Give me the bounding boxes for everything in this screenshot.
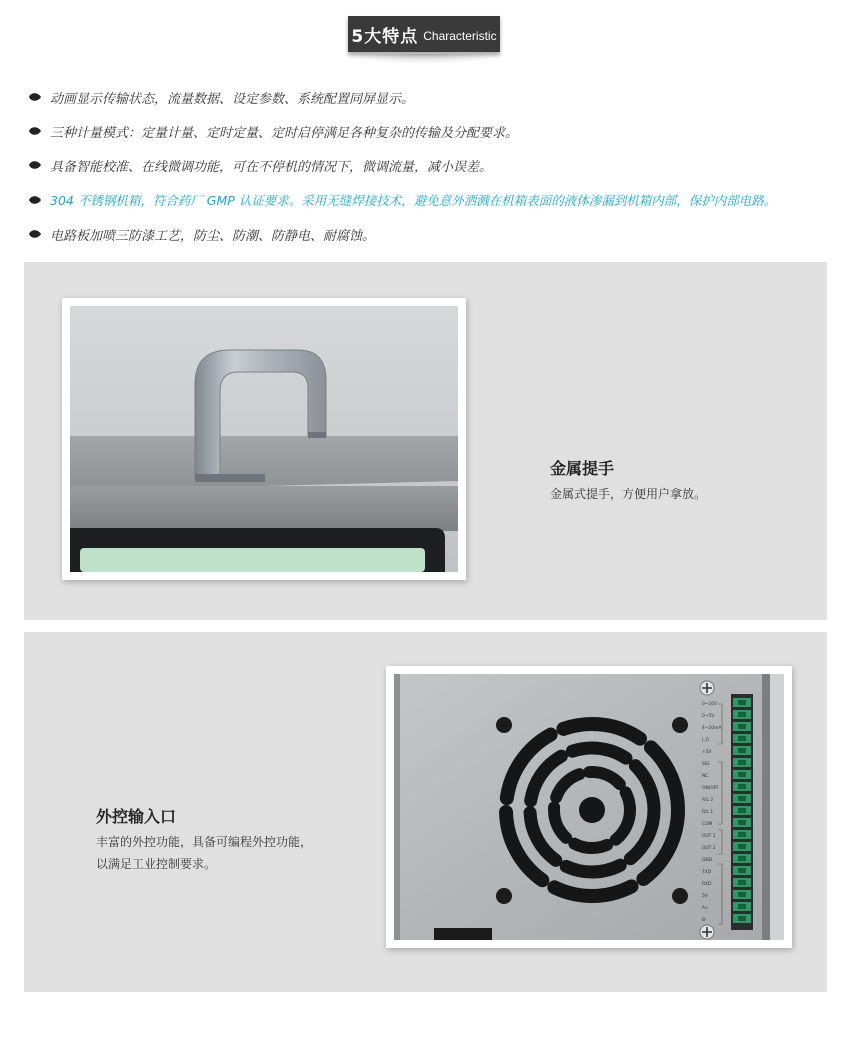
terminal-screw — [738, 832, 746, 837]
feature-text: 具备智能校准、在线微调功能，可在不停机的情况下，微调流量，减小误差。 — [50, 159, 493, 175]
external-control-desc-line1: 丰富的外控功能，具备可编程外控功能， — [96, 835, 313, 849]
terminal-screw — [738, 880, 746, 885]
terminal-screw — [738, 820, 746, 825]
terminal-screw — [738, 808, 746, 813]
feature-text: 304 不锈钢机箱，符合药厂 GMP 认证要求。采用无缝焊接技术，避免意外洒溅在机箱表面的液体渗漏到机箱内部，保护内部电路。 — [50, 193, 777, 208]
external-control-desc-line2: 以满足工业控制要求。 — [96, 857, 217, 871]
rear-panel-photo-frame — [386, 666, 792, 948]
terminal-label: TXD — [702, 870, 712, 875]
feature-item — [28, 120, 518, 142]
terminal-label: B- — [702, 918, 707, 923]
leaf-bullet-icon — [28, 229, 42, 239]
feature-text: 电路板加喷三防漆工艺，防尘、防潮、防静电、耐腐蚀。 — [50, 228, 376, 244]
terminal-screw — [738, 916, 746, 921]
terminal-screw — [738, 856, 746, 861]
rear-panel-image — [394, 674, 784, 940]
terminal-label: 0~10V — [702, 702, 718, 707]
terminal-screw — [738, 772, 746, 777]
terminal-label: ON/OFF — [702, 786, 719, 791]
handle-panel — [24, 262, 827, 620]
metal-handle-image — [70, 306, 458, 572]
feature-item — [28, 86, 414, 108]
terminal-label: SIG — [702, 762, 710, 767]
terminal-label: I_O — [702, 738, 709, 743]
feature-item — [28, 154, 492, 176]
terminal-screw — [738, 892, 746, 897]
external-control-panel — [24, 632, 827, 992]
cross-screw-top — [700, 681, 714, 695]
terminal-label: R/L 2 — [702, 798, 714, 803]
feature-item-highlight — [28, 189, 776, 211]
terminal-screw — [738, 760, 746, 765]
terminal-label: RXD — [702, 882, 712, 887]
header-shadow — [340, 54, 508, 64]
terminal-screw — [738, 784, 746, 789]
feature-text: 动画显示传输状态，流量数据、设定参数、系统配置同屏显示。 — [50, 91, 415, 107]
terminal-label: R/L 1 — [702, 810, 714, 815]
section-title-zh: 5大特点 — [351, 26, 419, 47]
leaf-bullet-icon — [28, 160, 42, 170]
terminal-label: 5V — [702, 894, 708, 899]
terminal-screw — [738, 712, 746, 717]
leaf-bullet-icon — [28, 195, 42, 205]
terminal-label: A+ — [702, 906, 709, 911]
terminal-screw — [738, 868, 746, 873]
terminal-label: +5V — [702, 750, 712, 755]
terminal-screw — [738, 796, 746, 801]
section-title-en: Characteristic — [423, 28, 497, 43]
leaf-bullet-icon — [28, 126, 42, 136]
external-control-title: 外控输入口 — [96, 807, 177, 826]
leaf-bullet-icon — [28, 92, 42, 102]
terminal-screw — [738, 700, 746, 705]
terminal-screw — [738, 844, 746, 849]
feature-item — [28, 223, 375, 245]
terminal-label: 4~20mA — [702, 726, 722, 731]
feature-text: 三种计量模式：定量计量、定时定量、定时启停满足各种复杂的传输及分配要求。 — [50, 125, 519, 141]
terminal-screw — [738, 724, 746, 729]
terminal-label: NC — [702, 774, 709, 779]
terminal-screw — [738, 736, 746, 741]
terminal-label: OUT 1 — [702, 834, 716, 839]
section-header — [348, 16, 500, 52]
handle-photo-frame — [62, 298, 466, 580]
terminal-screw — [738, 904, 746, 909]
terminal-label: GND — [702, 858, 713, 863]
terminal-label: COM — [702, 822, 713, 827]
terminal-label: 0~5V — [702, 714, 715, 719]
handle-title: 金属提手 — [550, 459, 615, 478]
handle-description: 金属式提手，方便用户拿放。 — [550, 487, 707, 501]
terminal-label: OUT 2 — [702, 846, 716, 851]
terminal-screw — [738, 748, 746, 753]
